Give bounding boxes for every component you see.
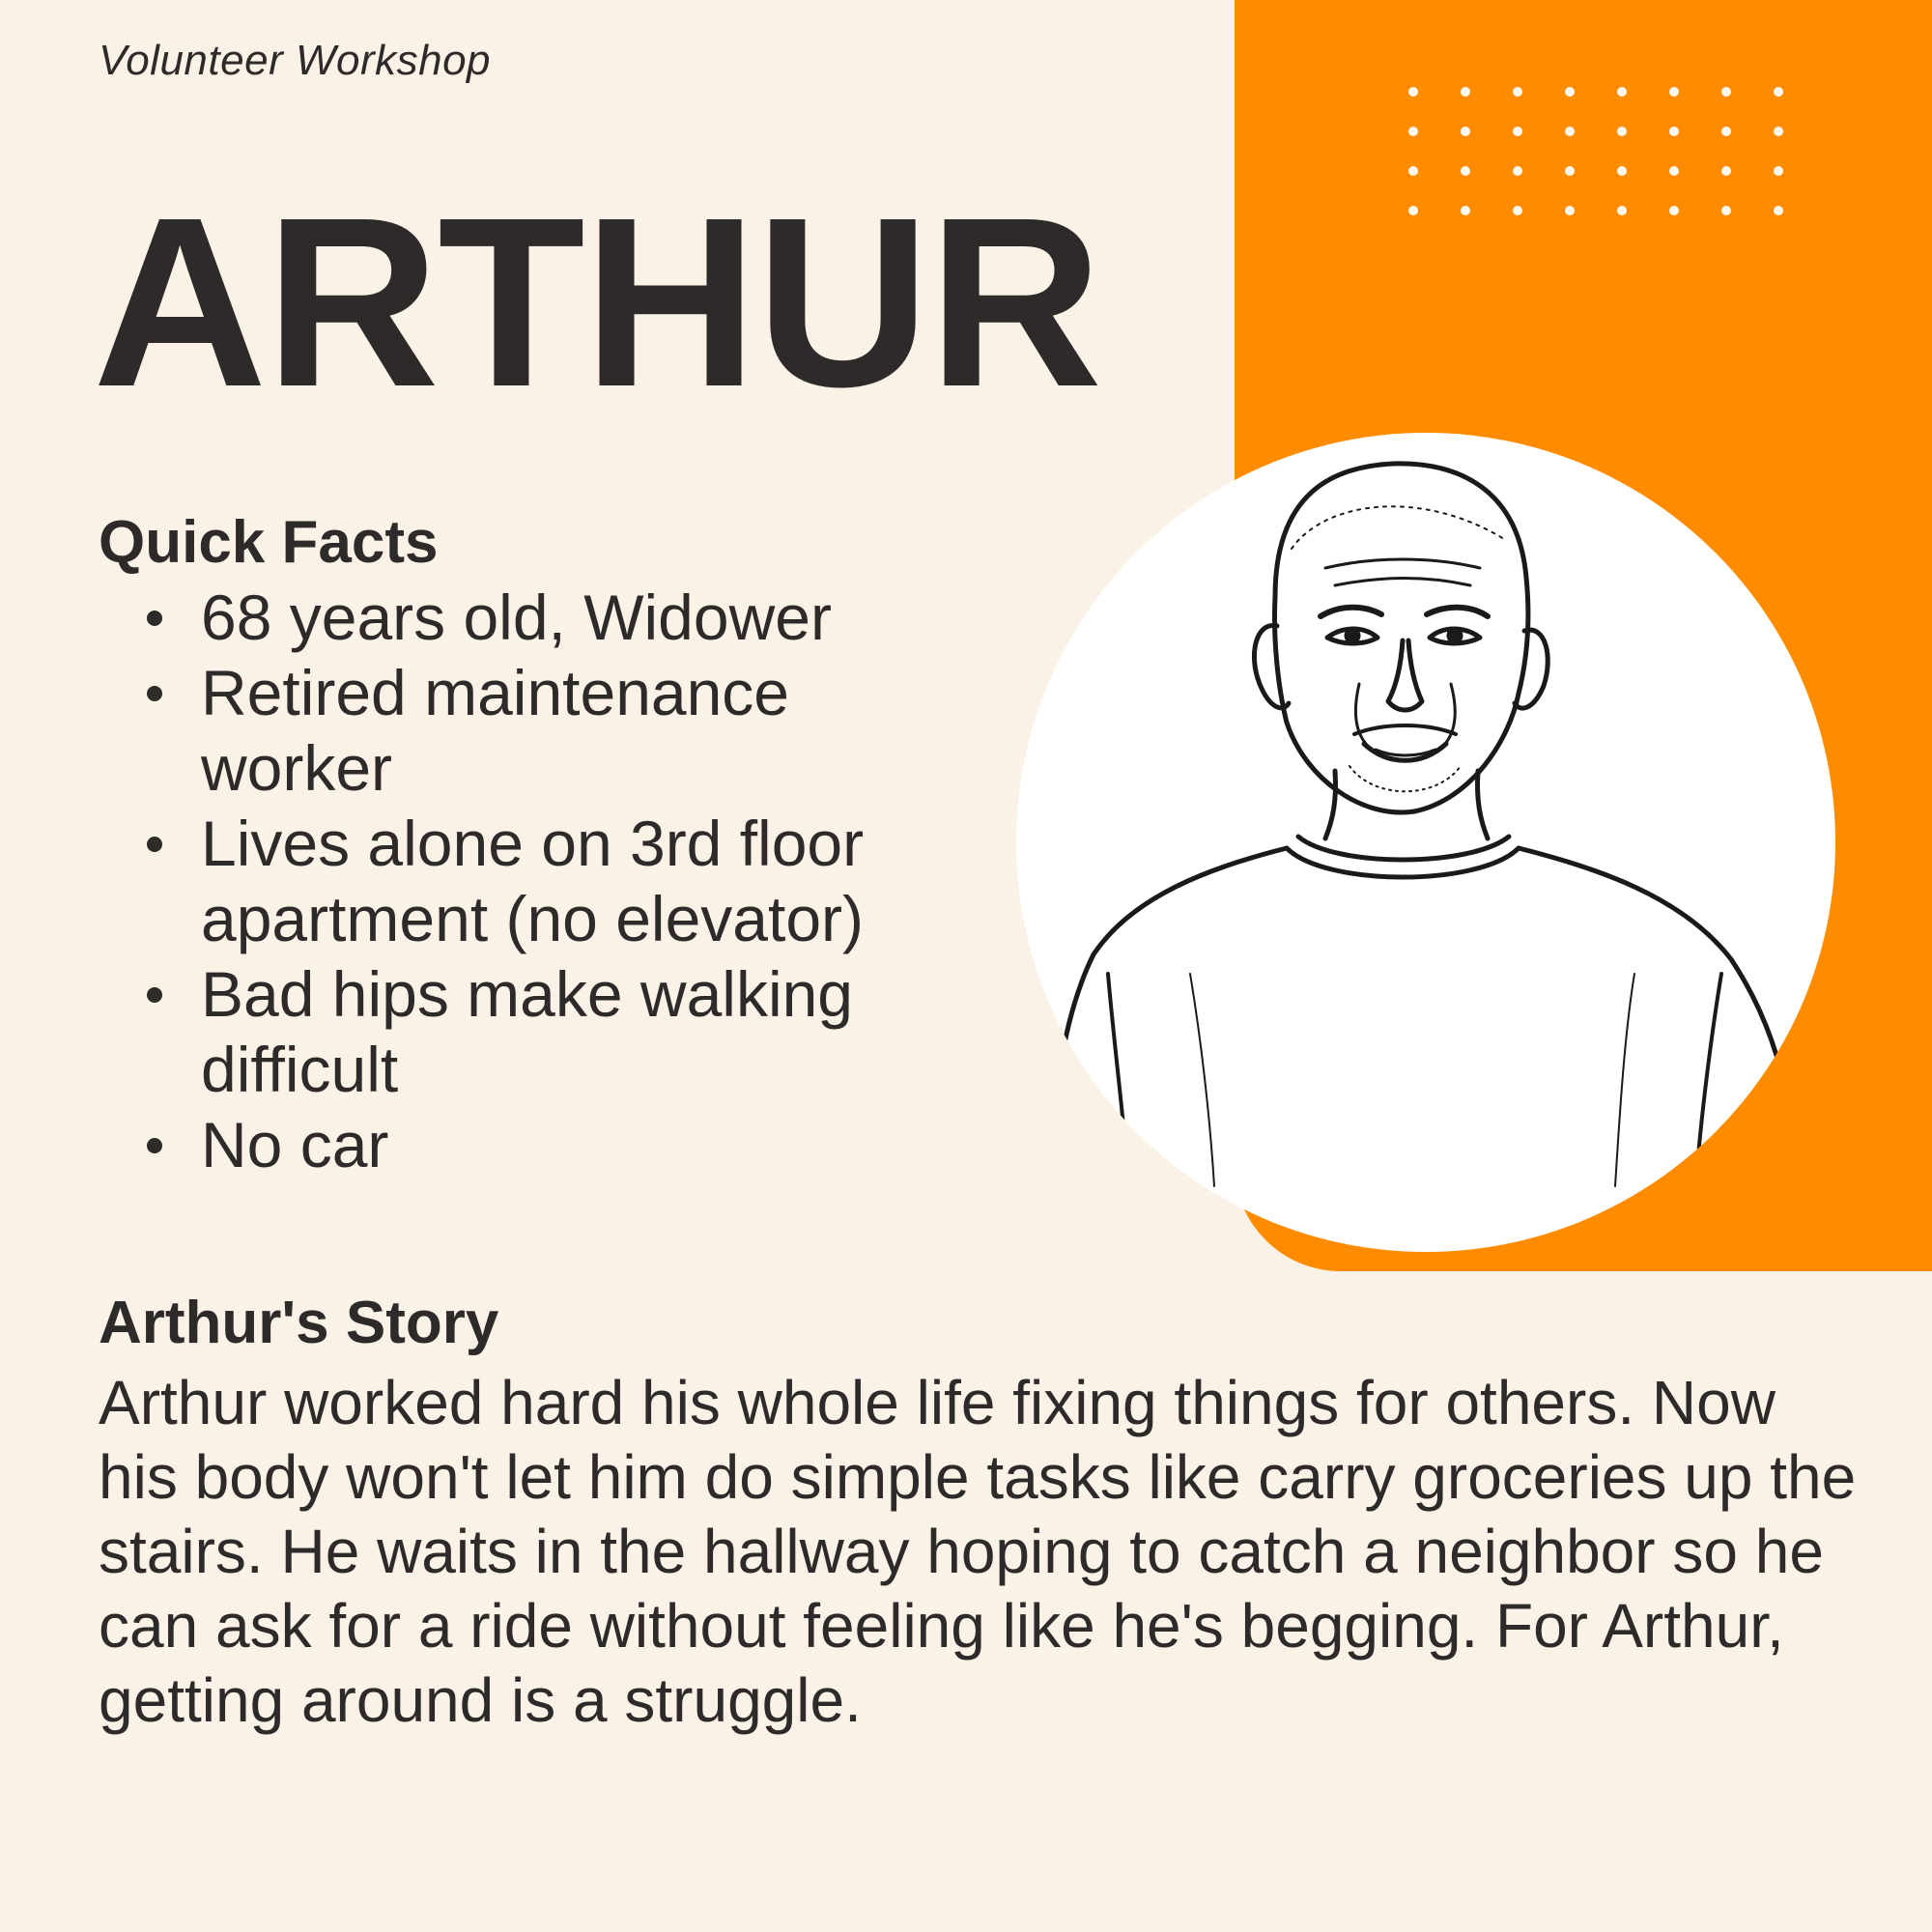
persona-name: ARTHUR [93,167,1101,437]
dot [1721,127,1731,136]
dot [1408,166,1418,176]
dot [1513,166,1522,176]
dot [1565,166,1575,176]
fact-text: Lives alone on 3rd floor apartment (no elevator) [201,808,865,954]
dot [1617,166,1627,176]
dot [1461,206,1470,215]
dot [1669,127,1679,136]
fact-text: 68 years old, Widower [201,582,832,653]
dot [1617,127,1627,136]
quick-facts-list [99,580,968,1182]
dot [1461,166,1470,176]
dot [1408,206,1418,215]
dot [1774,166,1783,176]
dot [1669,87,1679,97]
bullet-icon [147,987,162,1003]
fact-text: No car [201,1109,389,1180]
fact-text: Bad hips make walking difficult [201,958,854,1105]
dot [1721,206,1731,215]
dot-grid-decoration [1408,87,1783,215]
dot [1774,127,1783,136]
dot [1513,127,1522,136]
bullet-icon [147,611,162,626]
portrait-circle [1016,433,1835,1252]
dot [1669,206,1679,215]
fact-text: Retired maintenance worker [201,657,790,804]
dot [1513,206,1522,215]
fact-item [99,956,968,1107]
fact-item [99,655,968,806]
fact-item [99,580,968,655]
story-heading: Arthur's Story [99,1290,499,1356]
dot [1721,166,1731,176]
bullet-icon [147,686,162,701]
workshop-subtitle: Volunteer Workshop [99,37,492,84]
bullet-icon [147,1138,162,1153]
dot [1617,206,1627,215]
dot [1408,87,1418,97]
dot [1669,166,1679,176]
bullet-icon [147,837,162,852]
dot [1565,87,1575,97]
story-text: Arthur worked hard his whole life fixing things for others. Now his body won't let him do simple tasks like carry groceries up the stairs. He waits in the hallway hoping to catch a neighbor so he can ask for a ride without feeling like he's begging. For Arthur, getting around is a struggle. [99,1368,1857,1735]
dot [1565,127,1575,136]
fact-item [99,1107,968,1182]
dot [1461,127,1470,136]
dot [1408,127,1418,136]
fact-item [99,806,968,956]
dot [1774,206,1783,215]
dot [1774,87,1783,97]
dot [1461,87,1470,97]
dot [1721,87,1731,97]
dot [1513,87,1522,97]
dot [1617,87,1627,97]
elderly-man-portrait-icon [1016,433,1835,1252]
dot [1565,206,1575,215]
quick-facts-heading: Quick Facts [99,509,439,576]
